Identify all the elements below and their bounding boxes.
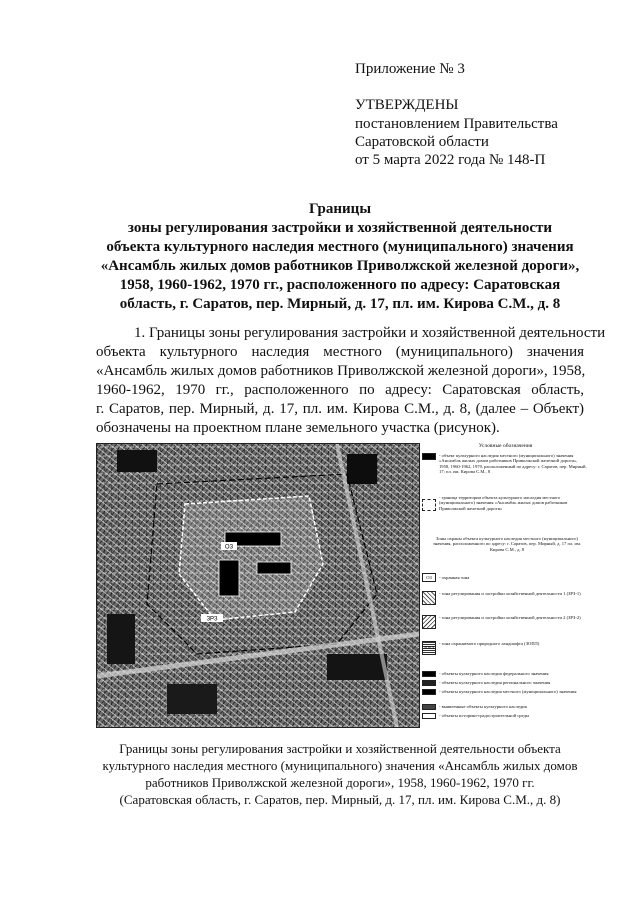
approval-line-2: Саратовской области bbox=[355, 134, 489, 150]
caption-line: (Саратовская область, г. Саратов, пер. Мирный, д. 17, пл. им. Кирова С.М., д. 8) bbox=[119, 792, 561, 807]
legend-text: Зоны охраны объекта культурного наследия местного (муниципального) значения, расположенного по адресу: г. Саратов, пер. Мирный, д. 17 пл. им. Кирова С.М., д. 8 bbox=[432, 536, 582, 552]
site-plan-figure bbox=[96, 443, 589, 726]
legend-swatch-regional bbox=[422, 680, 436, 686]
paragraph-line: г. Саратов, пер. Мирный, д. 17, пл. им. Кирова С.М., д. 8, (далее – Объект) bbox=[96, 401, 584, 417]
map-building bbox=[327, 654, 387, 680]
paragraph-line: объекта культурного наследия местного (муниципального) значения bbox=[96, 344, 584, 360]
caption-line: культурного наследия местного (муниципального) значения «Ансамбль жилых домов bbox=[102, 758, 578, 773]
legend-text: - объекты культурного наследия регионального значения bbox=[439, 680, 551, 685]
map-building bbox=[347, 454, 377, 484]
paragraph-line: 1. Границы зоны регулирования застройки и хозяйственной деятельности bbox=[134, 325, 606, 341]
title-line: объекта культурного наследия местного (муниципального) значения bbox=[106, 239, 574, 255]
map-label-oz: ОЗ bbox=[224, 544, 234, 551]
title-line: область, г. Саратов, пер. Мирный, д. 17, пл. им. Кирова С.М., д. 8 bbox=[119, 296, 561, 312]
document-title bbox=[96, 200, 584, 314]
figure-caption bbox=[96, 740, 584, 808]
map-legend bbox=[422, 443, 589, 726]
legend-swatch-historic bbox=[422, 713, 436, 719]
legend-swatch-identified bbox=[422, 704, 436, 710]
heritage-object-building bbox=[257, 562, 291, 574]
title-line: «Ансамбль жилых домов работников Приволжской железной дороги», bbox=[100, 258, 580, 274]
legend-swatch-oz: ОЗ bbox=[422, 573, 436, 582]
map-overlay bbox=[97, 444, 419, 727]
legend-title: Условные обозначения bbox=[478, 443, 533, 449]
legend-swatch-municipal bbox=[422, 689, 436, 695]
paragraph-line: «Ансамбль жилых домов работников Приволжской железной дороги», 1958, bbox=[96, 363, 586, 379]
legend-text: - охранная зона bbox=[439, 575, 470, 580]
map-street bbox=[337, 444, 397, 727]
legend-text: - зона охраняемого природного ландшафта (ЗОПЛ) bbox=[439, 641, 540, 646]
paragraph-1 bbox=[96, 324, 606, 438]
paragraph-line: обозначены на проектном плане земельного участка (рисунок). bbox=[96, 420, 500, 436]
map-label-zrz: ЗРЗ bbox=[206, 616, 218, 623]
legend-swatch-federal bbox=[422, 671, 436, 677]
caption-line: Границы зоны регулирования застройки и хозяйственной деятельности объекта bbox=[119, 741, 561, 756]
title-line: зоны регулирования застройки и хозяйственной деятельности bbox=[127, 220, 553, 236]
caption-line: работников Приволжской железной дороги», 1958, 1960-1962, 1970 гг. bbox=[145, 775, 535, 790]
title-line: Границы bbox=[308, 201, 372, 217]
legend-swatch-object bbox=[422, 453, 436, 460]
map-building bbox=[167, 684, 217, 714]
approved-label: УТВЕРЖДЕНЫ bbox=[355, 97, 459, 113]
title-line: 1958, 1960-1962, 1970 гг., расположенного по адресу: Саратовская bbox=[119, 277, 561, 293]
legend-text: - объекты историко-градостроительной среды bbox=[439, 713, 530, 718]
approval-line-3: от 5 марта 2022 года № 148-П bbox=[355, 152, 546, 168]
map-building bbox=[117, 450, 157, 472]
approval-line-1: постановлением Правительства bbox=[355, 116, 558, 132]
paragraph-line: 1960-1962, 1970 гг., расположенного по адресу: Саратовская область, bbox=[96, 382, 584, 398]
legend-swatch-zrz2 bbox=[422, 615, 436, 629]
map-building bbox=[107, 614, 135, 664]
legend-text: - выявленные объекты культурного наследия bbox=[439, 704, 527, 709]
legend-text: - объекты культурного наследия местного (муниципального) значения bbox=[439, 689, 577, 694]
legend-text: - объект культурного наследия местного (муниципального) значения «Ансамбль жилых домов работников Приволжской железной дороги», 1958, 1960-1962, 1970, расположенный по адресу: г. Саратов, пер. Мирный, 17; пл. им. Кирова С.М., 8 bbox=[439, 453, 587, 475]
aerial-map bbox=[96, 443, 420, 728]
protection-zone-boundary bbox=[179, 496, 323, 620]
legend-text: - зона регулирования и застройки хозяйственной деятельности 1 (ЗРЗ-1) bbox=[439, 591, 581, 596]
legend-text: - граница территории объекта культурного наследия местного (муниципального) значения «Ансамбль жилых домов работников Приволжской железной дороги» bbox=[439, 495, 568, 511]
legend-text: - зона регулирования и застройки хозяйственной деятельности 2 (ЗРЗ-2) bbox=[439, 615, 581, 620]
legend-swatch-zopl: ЗОПЛ bbox=[422, 641, 436, 655]
legend-text: - объекты культурного наследия федерального значения bbox=[439, 671, 549, 676]
heritage-object-building bbox=[219, 560, 239, 596]
appendix-number: Приложение № 3 bbox=[355, 61, 465, 77]
legend-swatch-zrz1 bbox=[422, 591, 436, 605]
legend-swatch-territory bbox=[422, 499, 436, 511]
